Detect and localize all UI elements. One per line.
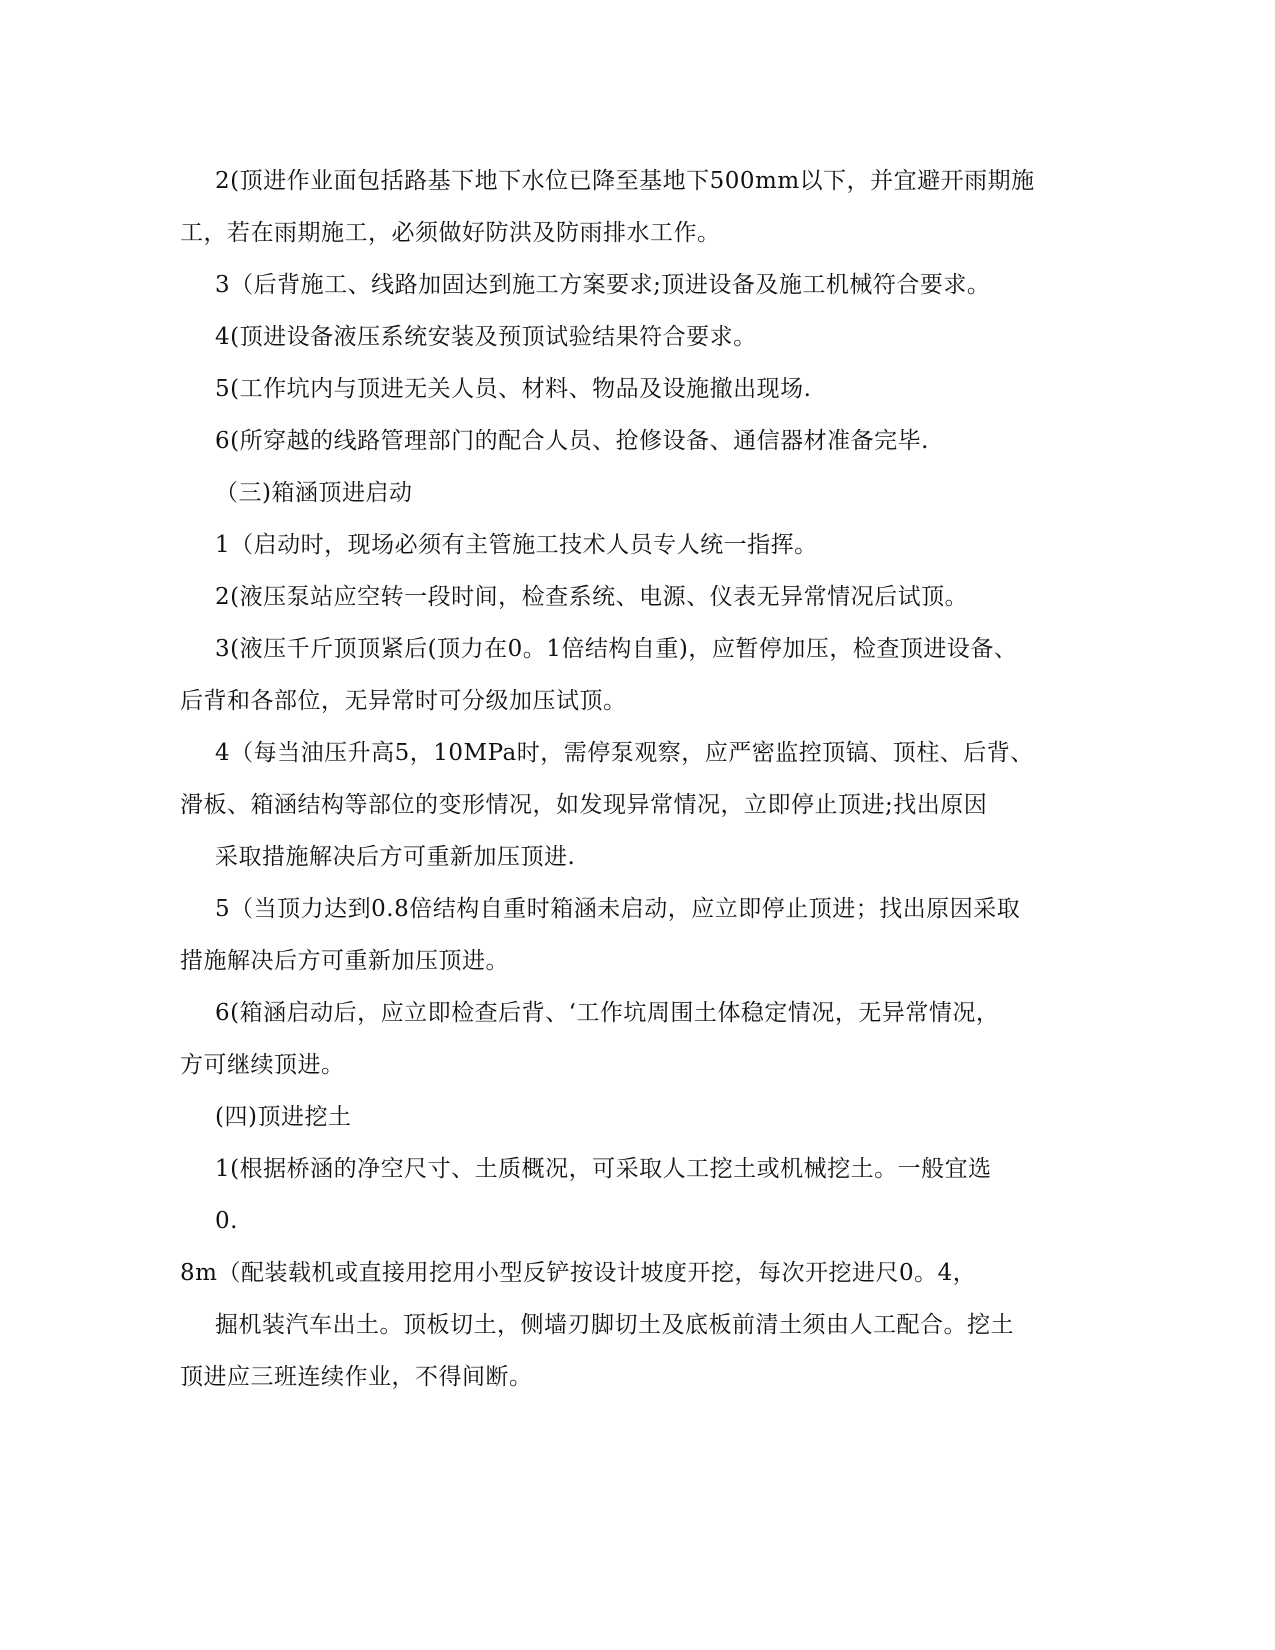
text-line: 3（后背施工、线路加固达到施工方案要求;顶进设备及施工机械符合要求。 <box>215 272 991 298</box>
text-line: 1(根据桥涵的净空尺寸、土质概况，可采取人工挖土或机械挖土。一般宜选 <box>215 1156 992 1182</box>
text-line: 顶进应三班连续作业，不得间断。 <box>180 1364 533 1390</box>
text-line: 5(工作坑内与顶进无关人员、材料、物品及设施撤出现场. <box>215 376 812 402</box>
text-line: 1（启动时，现场必须有主管施工技术人员专人统一指挥。 <box>215 532 818 558</box>
text-line: 滑板、箱涵结构等部位的变形情况，如发现异常情况，立即停止顶进;找出原因 <box>180 792 988 818</box>
section-heading: （三)箱涵顶进启动 <box>215 480 413 506</box>
text-line: 6(箱涵启动后，应立即检查后背、‘工作坑周围土体稳定情况，无异常情况， <box>215 1000 1000 1026</box>
text-line: 采取措施解决后方可重新加压顶进. <box>215 844 576 870</box>
text-line: 措施解决后方可重新加压顶进。 <box>180 948 509 974</box>
text-line: 工，若在雨期施工，必须做好防洪及防雨排水工作。 <box>180 220 721 246</box>
text-line: 4（每当油压升高5，10MPa时，需停泵观察，应严密监控顶镐、顶柱、后背、 <box>215 740 1034 766</box>
text-line: 掘机装汽车出土。顶板切土，侧墙刃脚切土及底板前清土须由人工配合。挖土 <box>215 1312 1014 1338</box>
section-heading: (四)顶进挖土 <box>215 1104 352 1130</box>
text-line: 方可继续顶进。 <box>180 1052 345 1078</box>
text-line: 后背和各部位，无异常时可分级加压试顶。 <box>180 688 627 714</box>
text-line: 2(液压泵站应空转一段时间，检查系统、电源、仪表无异常情况后试顶。 <box>215 584 969 610</box>
text-line: 2(顶进作业面包括路基下地下水位已降至基地下500mm以下，并宜避开雨期施 <box>215 168 1035 194</box>
text-line: 5（当顶力达到0.8倍结构自重时箱涵未启动，应立即停止顶进；找出原因采取 <box>215 896 1021 922</box>
text-line: 3(液压千斤顶顶紧后(顶力在0。1倍结构自重)，应暂停加压，检查顶进设备、 <box>215 636 1018 662</box>
text-line: 4(顶进设备液压系统安装及预顶试验结果符合要求。 <box>215 324 757 350</box>
text-line: 6(所穿越的线路管理部门的配合人员、抢修设备、通信器材准备完毕. <box>215 428 929 454</box>
text-line: 0. <box>215 1208 238 1234</box>
text-line: 8m（配装载机或直接用挖用小型反铲按设计坡度开挖，每次开挖进尺0。4， <box>180 1260 977 1286</box>
